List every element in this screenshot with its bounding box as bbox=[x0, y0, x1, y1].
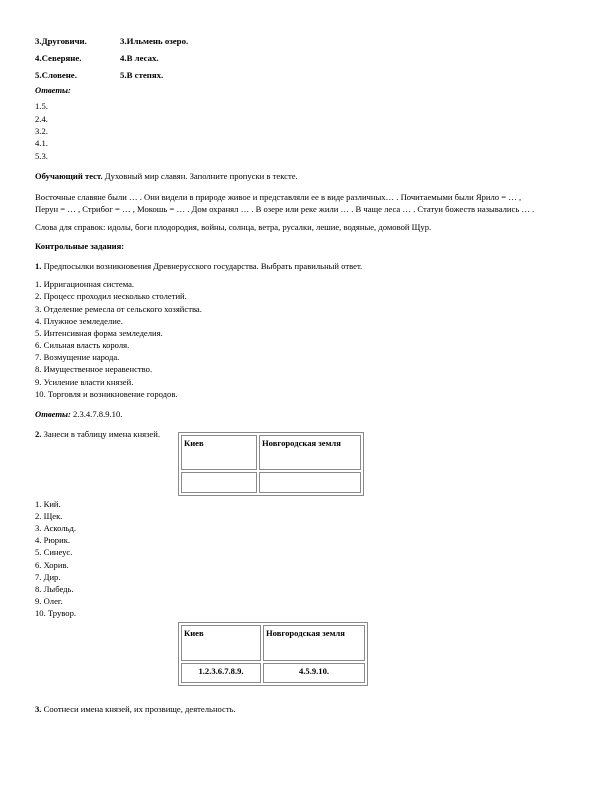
matching-table bbox=[35, 36, 188, 87]
table-header-row bbox=[181, 435, 361, 470]
answers-list bbox=[35, 101, 580, 163]
list-item: 1. Кий. bbox=[35, 498, 61, 509]
list-item: 10. Торговля и возникновение городов. bbox=[35, 388, 178, 399]
answer-item: 2.4. bbox=[35, 113, 48, 124]
list-item: 4. Плужное земледелие. bbox=[35, 315, 123, 326]
task2-names bbox=[35, 499, 580, 621]
test-paragraph-1: Восточные славяне были … . Они видели в природе живое и представляли ее в виде различных… . Почитаемыми были Ярило = … , bbox=[35, 191, 522, 202]
list-item: 2. Процесс проходил несколько столетий. bbox=[35, 291, 187, 302]
task1-number: 1. bbox=[35, 260, 42, 271]
matching-left: 4.Северяне. bbox=[35, 53, 82, 63]
answer-item: 3.2. bbox=[35, 126, 48, 137]
task1-line bbox=[35, 261, 580, 271]
list-item: 1. Ирригационная система. bbox=[35, 279, 135, 290]
control-heading: Контрольные задания: bbox=[35, 240, 125, 251]
task1-options bbox=[35, 279, 580, 401]
table-header-novgorod: Новгородская земля bbox=[259, 435, 361, 470]
list-item: 5. Интенсивная форма земледелия. bbox=[35, 327, 163, 338]
table-header-kiev: Киев bbox=[181, 435, 257, 470]
answers-heading: Ответы: bbox=[35, 85, 71, 95]
table-header-novgorod: Новгородская земля bbox=[263, 625, 365, 661]
matching-row bbox=[35, 36, 188, 53]
list-item: 4. Рюрик. bbox=[35, 535, 71, 546]
table-header-kiev: Киев bbox=[181, 625, 261, 661]
answer-item: 1.5. bbox=[35, 101, 48, 112]
test-paragraph-2: Перун = … , Стрибог = … , Мокошь = … . Дом охранял … . В озере или реке жили … . В чаще леса … . Статуи божеств назывались … . bbox=[35, 203, 535, 214]
table-header-row bbox=[181, 625, 365, 661]
task3-text: Соотнеси имена князей, их прозвище, деятельность. bbox=[41, 703, 236, 714]
princes-table-answer bbox=[178, 622, 368, 686]
test-paragraph-3: Слова для справок: идолы, боги плодородия, войны, солнца, ветра, русалки, лешие, водяные, домовой Щур. bbox=[35, 222, 432, 233]
list-item: 3. Отделение ремесла от сельского хозяйства. bbox=[35, 303, 202, 314]
table-cell-empty bbox=[181, 472, 257, 493]
test-title-rest: Духовный мир славян. Заполните пропуски в тексте. bbox=[102, 171, 298, 182]
list-item: 2. Щек. bbox=[35, 510, 63, 521]
matching-right: 5.В степях. bbox=[120, 70, 164, 80]
table-cell-novgorod-answer: 4.5.9.10. bbox=[263, 663, 365, 683]
list-item: 9. Олег. bbox=[35, 596, 63, 607]
task2-number: 2. bbox=[35, 429, 42, 440]
list-item: 8. Лыбедь. bbox=[35, 583, 74, 594]
document-page bbox=[35, 36, 580, 714]
table-row bbox=[181, 663, 365, 683]
task2-text: Занеси в таблицу имена князей. bbox=[41, 429, 160, 440]
table-cell-kiev-answer: 1.2.3.6.7.8.9. bbox=[181, 663, 261, 683]
task1-answer-value: 2.3.4.7.8.9.10. bbox=[70, 409, 123, 420]
task1-answer-label: Ответы: bbox=[35, 409, 71, 420]
matching-left: 3.Друговичи. bbox=[35, 36, 87, 46]
list-item: 7. Возмущение народа. bbox=[35, 352, 120, 363]
list-item: 6. Сильная власть короля. bbox=[35, 340, 130, 351]
list-item: 7. Дир. bbox=[35, 571, 61, 582]
test-title-line bbox=[35, 171, 580, 181]
task3-number: 3. bbox=[35, 703, 42, 714]
table-cell-empty bbox=[259, 472, 361, 493]
matching-right: 4.В лесах. bbox=[120, 53, 159, 63]
list-item: 6. Хорив. bbox=[35, 559, 69, 570]
task1-text: Предпосылки возникновения Древнерусского государства. Выбрать правильный ответ. bbox=[41, 260, 363, 271]
list-item: 9. Усиление власти князей. bbox=[35, 376, 134, 387]
list-item: 5. Синеус. bbox=[35, 547, 73, 558]
matching-left: 5.Словене. bbox=[35, 70, 77, 80]
matching-right: 3.Ильмень озеро. bbox=[120, 36, 189, 46]
princes-table-empty bbox=[178, 432, 364, 496]
test-title: Обучающий тест. bbox=[35, 171, 103, 182]
list-item: 10. Трувор. bbox=[35, 608, 77, 619]
list-item: 3. Аскольд. bbox=[35, 523, 77, 534]
task3-line bbox=[35, 704, 580, 714]
answer-item: 4.1. bbox=[35, 138, 48, 149]
answer-item: 5.3. bbox=[35, 150, 48, 161]
task1-answer-line bbox=[35, 409, 580, 419]
table-row bbox=[181, 472, 361, 493]
list-item: 8. Имущественное неравенство. bbox=[35, 364, 153, 375]
matching-row bbox=[35, 53, 188, 70]
